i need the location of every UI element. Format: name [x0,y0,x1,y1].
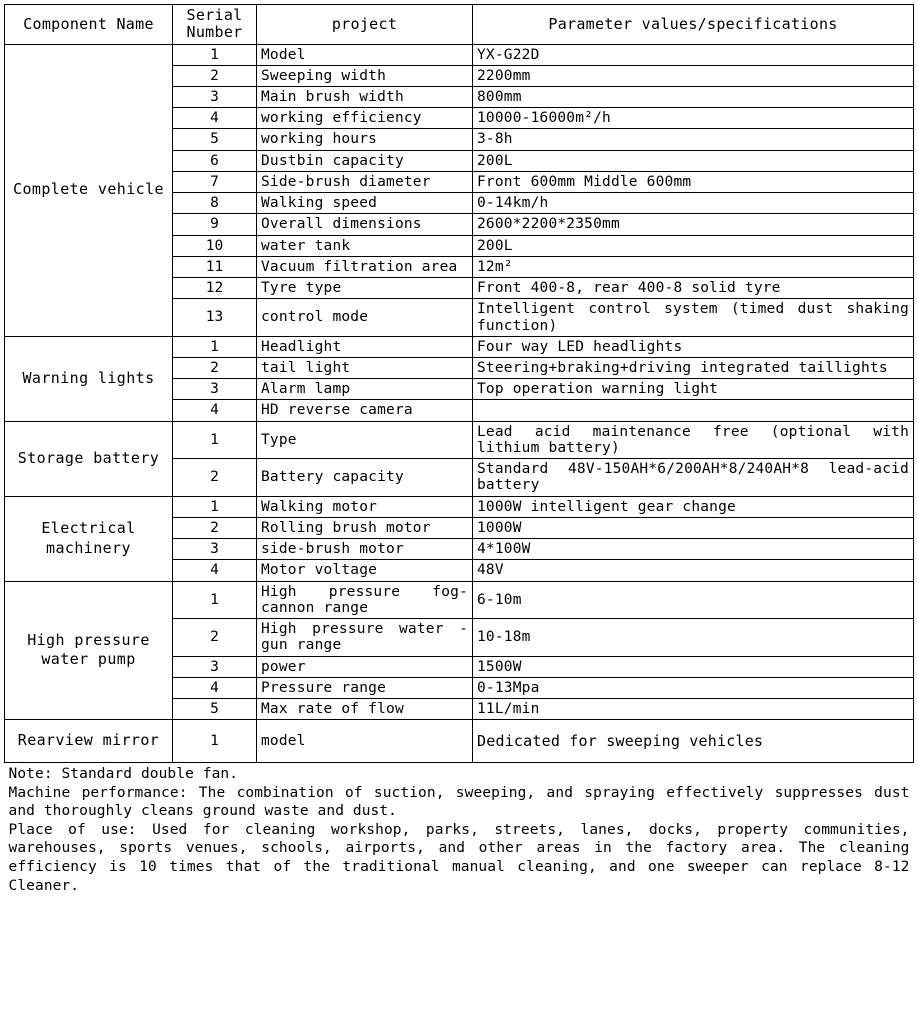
table-row [5,581,914,618]
parameter-value: Intelligent control system (timed dust shaking function) [473,299,914,336]
table-row [5,496,914,517]
table-header-row [5,5,914,45]
project-name: Overall dimensions [257,214,473,235]
serial-number: 2 [173,619,257,656]
parameter-value: 800mm [473,86,914,107]
group-label-high-pressure-water-pump: High pressure water pump [5,581,173,720]
serial-number: 6 [173,150,257,171]
group-label-rearview-mirror: Rearview mirror [5,720,173,763]
serial-number: 3 [173,539,257,560]
project-name: side-brush motor [257,539,473,560]
project-name: Motor voltage [257,560,473,581]
project-name: Vacuum filtration area [257,256,473,277]
project-name: water tank [257,235,473,256]
serial-number: 4 [173,400,257,421]
group-label-electrical-machinery: Electrical machinery [5,496,173,581]
parameter-value: Front 400-8, rear 400-8 solid tyre [473,278,914,299]
serial-number: 10 [173,235,257,256]
header-serial-number: Serial Number [173,5,257,45]
serial-number: 3 [173,86,257,107]
table-row [5,336,914,357]
serial-number: 2 [173,65,257,86]
serial-number: 1 [173,496,257,517]
parameter-value: 1000W intelligent gear change [473,496,914,517]
serial-number: 3 [173,656,257,677]
project-name: Main brush width [257,86,473,107]
serial-number: 2 [173,358,257,379]
serial-number: 2 [173,517,257,538]
serial-number: 9 [173,214,257,235]
parameter-value: 48V [473,560,914,581]
header-parameter-values: Parameter values/specifications [473,5,914,45]
project-name: Rolling brush motor [257,517,473,538]
parameter-value: 1500W [473,656,914,677]
parameter-value: 1000W [473,517,914,538]
specification-table [4,4,914,897]
serial-number: 5 [173,129,257,150]
serial-number: 4 [173,108,257,129]
note-line-2: Machine performance: The combination of suction, sweeping, and spraying effectively suppresses dust and thoroughly cleans ground waste and dust. [8,784,910,820]
header-project: project [257,5,473,45]
parameter-value: 10000-16000m²/h [473,108,914,129]
project-name: Sweeping width [257,65,473,86]
serial-number: 3 [173,379,257,400]
group-label-storage-battery: Storage battery [5,421,173,496]
table-row [5,720,914,763]
parameter-value: 0-13Mpa [473,677,914,698]
parameter-value: 200L [473,150,914,171]
project-name: Tyre type [257,278,473,299]
project-name: control mode [257,299,473,336]
serial-number: 1 [173,581,257,618]
parameter-value: Standard 48V-150AH*6/200AH*8/240AH*8 lead-acid battery [473,459,914,496]
serial-number: 7 [173,171,257,192]
project-name: High pressure fog-cannon range [257,581,473,618]
serial-number: 4 [173,677,257,698]
project-name: working hours [257,129,473,150]
header-component-name: Component Name [5,5,173,45]
parameter-value: Top operation warning light [473,379,914,400]
parameter-value: 3-8h [473,129,914,150]
serial-number: 1 [173,720,257,763]
project-name: model [257,720,473,763]
parameter-value [473,400,914,421]
project-name: Type [257,421,473,458]
table-row [5,44,914,65]
parameter-value: Dedicated for sweeping vehicles [473,720,914,763]
parameter-value: 6-10m [473,581,914,618]
serial-number: 8 [173,193,257,214]
table-row [5,421,914,458]
parameter-value: 11L/min [473,699,914,720]
project-name: Max rate of flow [257,699,473,720]
parameter-value: 2200mm [473,65,914,86]
note-line-3: Place of use: Used for cleaning workshop, parks, streets, lanes, docks, property communities, warehouses, sports venues, schools, airports, and other areas in the factory area. The cleaning efficiency is 10 times that of the traditional manual cleaning, and one sweeper can replace 8-12 Cleaner. [8,821,910,894]
parameter-value: Front 600mm Middle 600mm [473,171,914,192]
project-name: High pressure water -gun range [257,619,473,656]
parameter-value: 2600*2200*2350mm [473,214,914,235]
serial-number: 1 [173,336,257,357]
project-name: Walking motor [257,496,473,517]
parameter-value: 10-18m [473,619,914,656]
project-name: Headlight [257,336,473,357]
serial-number: 2 [173,459,257,496]
parameter-value: Four way LED headlights [473,336,914,357]
parameter-value: 12m² [473,256,914,277]
project-name: Battery capacity [257,459,473,496]
project-name: Model [257,44,473,65]
parameter-value: Steering+braking+driving integrated taillights [473,358,914,379]
group-label-complete-vehicle: Complete vehicle [5,44,173,336]
serial-number: 1 [173,421,257,458]
serial-number: 1 [173,44,257,65]
project-name: Pressure range [257,677,473,698]
parameter-value: 4*100W [473,539,914,560]
notes-block [5,763,914,897]
serial-number: 4 [173,560,257,581]
project-name: Dustbin capacity [257,150,473,171]
group-label-warning-lights: Warning lights [5,336,173,421]
project-name: Alarm lamp [257,379,473,400]
project-name: power [257,656,473,677]
serial-number: 13 [173,299,257,336]
parameter-value: Lead acid maintenance free (optional with lithium battery) [473,421,914,458]
parameter-value: 200L [473,235,914,256]
notes-row [5,763,914,897]
serial-number: 12 [173,278,257,299]
note-line-1: Note: Standard double fan. [8,766,239,783]
project-name: working efficiency [257,108,473,129]
project-name: Side-brush diameter [257,171,473,192]
parameter-value: 0-14km/h [473,193,914,214]
project-name: tail light [257,358,473,379]
project-name: Walking speed [257,193,473,214]
serial-number: 5 [173,699,257,720]
project-name: HD reverse camera [257,400,473,421]
parameter-value: YX-G22D [473,44,914,65]
serial-number: 11 [173,256,257,277]
